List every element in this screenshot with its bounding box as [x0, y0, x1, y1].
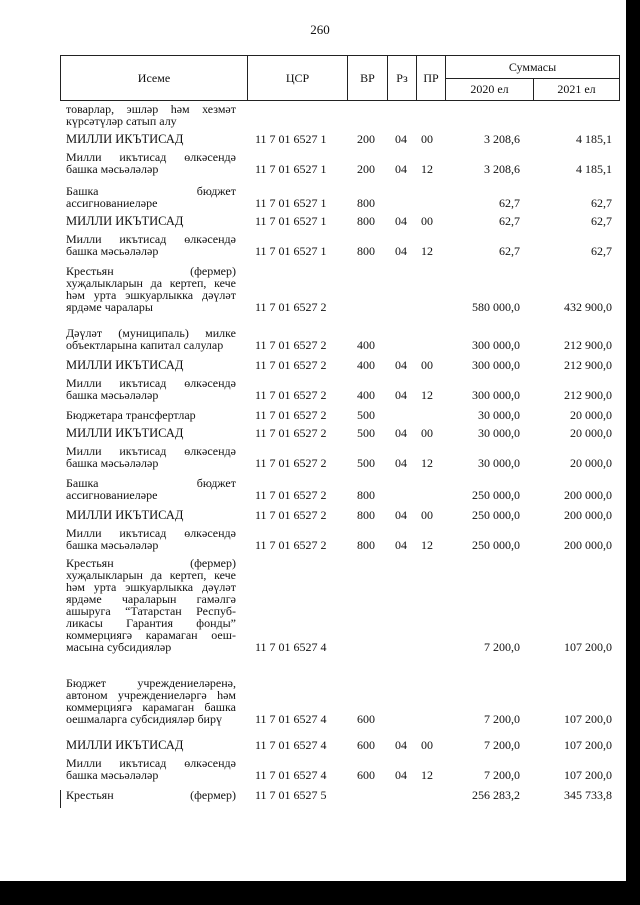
row-vr: 600: [357, 768, 375, 782]
row-csr: 11 7 01 6527 5: [255, 788, 327, 802]
row-vr: 400: [357, 358, 375, 372]
row-name-line: МИЛЛИ ИКЪТИСАД: [66, 132, 184, 146]
row-name: [66, 103, 236, 127]
row-sum-2021: 200 000,0: [564, 508, 612, 522]
table-row: [0, 739, 640, 751]
row-csr: 11 7 01 6527 2: [255, 426, 327, 440]
row-name: [66, 409, 236, 421]
row-sum-2021: 107 200,0: [564, 640, 612, 654]
header-vr: ВР: [347, 56, 387, 100]
row-sum-2021: 212 900,0: [564, 358, 612, 372]
row-vr: 800: [357, 244, 375, 258]
page-number: 260: [310, 22, 330, 37]
row-name-line: башка мәсьәләләр: [66, 162, 159, 176]
row-csr: 11 7 01 6527 1: [255, 196, 327, 210]
row-name-line: коммерциягә карамаган башка: [66, 700, 236, 714]
row-pr: 12: [421, 538, 433, 552]
row-vr: 200: [357, 132, 375, 146]
row-name-line: Милли икътисад өлкәсендә: [66, 150, 236, 164]
row-name-line: МИЛЛИ ИКЪТИСАД: [66, 358, 184, 372]
row-name-line: Милли икътисад өлкәсендә: [66, 232, 236, 246]
row-name-line: ликасы Гарантия фонды”: [66, 616, 236, 630]
row-name: [66, 445, 236, 469]
row-name-line: масына субсидияләр: [66, 640, 172, 654]
table-row: [0, 445, 640, 469]
row-name-line: коммерциягә карамаган оеш-: [66, 628, 236, 642]
row-rz: 04: [395, 738, 407, 752]
row-name-line: Дәүләт (муниципаль) милке: [66, 326, 236, 340]
row-name-line: Башка бюджет: [66, 184, 236, 198]
row-vr: 500: [357, 408, 375, 422]
row-sum-2021: 345 733,8: [564, 788, 612, 802]
row-sum-2021: 62,7: [591, 244, 612, 258]
row-sum-2020: 62,7: [499, 244, 520, 258]
row-csr: 11 7 01 6527 2: [255, 456, 327, 470]
scan-edge-bottom: [0, 881, 640, 905]
row-name: [66, 151, 236, 175]
row-csr: 11 7 01 6527 1: [255, 132, 327, 146]
row-sum-2021: 4 185,1: [576, 132, 612, 146]
row-sum-2021: 20 000,0: [570, 408, 612, 422]
row-sum-2021: 212 900,0: [564, 338, 612, 352]
row-name: [66, 509, 236, 521]
row-sum-2020: 7 200,0: [484, 738, 520, 752]
table-row: [0, 233, 640, 257]
row-name-line: товарлар, эшләр һәм хезмәт: [66, 102, 236, 116]
row-sum-2021: 20 000,0: [570, 456, 612, 470]
row-pr: 00: [421, 508, 433, 522]
row-name: [66, 677, 236, 725]
header-csr: ЦСР: [247, 56, 347, 100]
row-name-line: Милли икътисад өлкәсендә: [66, 376, 236, 390]
row-sum-2020: 30 000,0: [478, 456, 520, 470]
row-sum-2021: 200 000,0: [564, 538, 612, 552]
table-row: [0, 557, 640, 653]
header-sums: Суммасы: [445, 56, 619, 78]
row-name-line: башка мәсьәләләр: [66, 456, 159, 470]
row-name-line: хуҗалыкларын да кертеп, кече: [66, 276, 236, 290]
header-rz: Рз: [387, 56, 416, 100]
row-sum-2020: 7 200,0: [484, 640, 520, 654]
row-name: [66, 215, 236, 227]
row-sum-2021: 107 200,0: [564, 712, 612, 726]
row-name-line: Крестьян (фермер): [66, 264, 236, 278]
table-row: [0, 509, 640, 521]
row-name-line: Милли икътисад өлкәсендә: [66, 444, 236, 458]
header-year-2020: 2020 ел: [445, 78, 533, 100]
row-vr: 400: [357, 388, 375, 402]
row-csr: 11 7 01 6527 2: [255, 338, 327, 352]
row-csr: 11 7 01 6527 2: [255, 300, 327, 314]
row-rz: 04: [395, 508, 407, 522]
row-name-line: башка мәсьәләләр: [66, 244, 159, 258]
row-sum-2021: 4 185,1: [576, 162, 612, 176]
table-row: [0, 477, 640, 501]
row-pr: 00: [421, 214, 433, 228]
row-name-line: ашыруга “Татарстан Респуб-: [66, 604, 236, 618]
row-pr: 12: [421, 456, 433, 470]
row-sum-2020: 3 208,6: [484, 132, 520, 146]
row-sum-2020: 300 000,0: [472, 338, 520, 352]
row-name-line: хуҗалыкларын да кертеп, кече: [66, 568, 236, 582]
row-name-line: һәм урта эшкуарлыкка дәүләт: [66, 580, 236, 594]
row-sum-2020: 7 200,0: [484, 712, 520, 726]
row-rz: 04: [395, 388, 407, 402]
table-row: [0, 133, 640, 145]
row-vr: 200: [357, 162, 375, 176]
header-pr: ПР: [416, 56, 445, 100]
row-sum-2020: 256 283,2: [472, 788, 520, 802]
row-name: [66, 185, 236, 209]
row-name-line: МИЛЛИ ИКЪТИСАД: [66, 214, 184, 228]
row-pr: 12: [421, 244, 433, 258]
row-pr: 12: [421, 388, 433, 402]
table-row: [0, 527, 640, 551]
row-name-line: автоном учреждениеләргә һәм: [66, 688, 236, 702]
row-vr: 800: [357, 508, 375, 522]
row-csr: 11 7 01 6527 2: [255, 488, 327, 502]
row-vr: 800: [357, 538, 375, 552]
row-name: [66, 377, 236, 401]
row-sum-2021: 62,7: [591, 214, 612, 228]
row-sum-2020: 30 000,0: [478, 408, 520, 422]
table-row: [0, 427, 640, 439]
table-row: [0, 377, 640, 401]
row-name: [66, 359, 236, 371]
row-name-line: МИЛЛИ ИКЪТИСАД: [66, 738, 184, 752]
row-name-line: ярдәме чараларын гамәлгә: [66, 592, 236, 606]
row-sum-2020: 3 208,6: [484, 162, 520, 176]
row-sum-2021: 107 200,0: [564, 738, 612, 752]
row-name-line: оешмаларга субсидияләр бирү: [66, 712, 222, 726]
row-name: [66, 789, 236, 801]
row-rz: 04: [395, 768, 407, 782]
row-name-line: ярдәме чаралары: [66, 300, 153, 314]
row-rz: 04: [395, 456, 407, 470]
row-rz: 04: [395, 162, 407, 176]
row-sum-2020: 62,7: [499, 214, 520, 228]
row-sum-2020: 250 000,0: [472, 488, 520, 502]
row-sum-2021: 62,7: [591, 196, 612, 210]
row-name-line: объектларына капитал салулар: [66, 338, 224, 352]
row-name-line: башка мәсьәләләр: [66, 538, 159, 552]
row-csr: 11 7 01 6527 1: [255, 214, 327, 228]
row-name-line: башка мәсьәләләр: [66, 388, 159, 402]
row-name: [66, 133, 236, 145]
row-csr: 11 7 01 6527 1: [255, 244, 327, 258]
row-pr: 12: [421, 162, 433, 176]
row-pr: 00: [421, 738, 433, 752]
row-csr: 11 7 01 6527 1: [255, 162, 327, 176]
row-vr: 500: [357, 426, 375, 440]
row-vr: 500: [357, 456, 375, 470]
table-row: [0, 757, 640, 781]
table-left-border: [60, 790, 61, 808]
row-pr: 00: [421, 358, 433, 372]
row-vr: 800: [357, 196, 375, 210]
row-pr: 00: [421, 426, 433, 440]
row-csr: 11 7 01 6527 2: [255, 508, 327, 522]
row-name: [66, 233, 236, 257]
row-sum-2020: 62,7: [499, 196, 520, 210]
row-name: [66, 557, 236, 653]
table-row: [0, 265, 640, 313]
row-name: [66, 757, 236, 781]
row-sum-2020: 250 000,0: [472, 538, 520, 552]
table-row: [0, 185, 640, 209]
table-row: [0, 151, 640, 175]
row-vr: 600: [357, 712, 375, 726]
row-csr: 11 7 01 6527 2: [255, 388, 327, 402]
row-vr: 800: [357, 488, 375, 502]
table-row: [0, 789, 640, 801]
table-row: [0, 409, 640, 421]
row-csr: 11 7 01 6527 2: [255, 358, 327, 372]
row-name-line: күрсәтүләр сатып алу: [66, 114, 177, 128]
row-name: [66, 527, 236, 551]
row-vr: 400: [357, 338, 375, 352]
row-vr: 600: [357, 738, 375, 752]
row-sum-2021: 20 000,0: [570, 426, 612, 440]
row-sum-2020: 7 200,0: [484, 768, 520, 782]
row-name-line: ассигнованиеләре: [66, 488, 158, 502]
row-rz: 04: [395, 358, 407, 372]
row-sum-2020: 300 000,0: [472, 388, 520, 402]
row-name-line: Милли икътисад өлкәсендә: [66, 756, 236, 770]
row-pr: 00: [421, 132, 433, 146]
row-sum-2020: 250 000,0: [472, 508, 520, 522]
table-row: [0, 327, 640, 351]
row-csr: 11 7 01 6527 4: [255, 738, 327, 752]
row-sum-2021: 107 200,0: [564, 768, 612, 782]
row-name: [66, 427, 236, 439]
row-sum-2020: 30 000,0: [478, 426, 520, 440]
row-sum-2020: 580 000,0: [472, 300, 520, 314]
row-name: [66, 265, 236, 313]
row-csr: 11 7 01 6527 4: [255, 768, 327, 782]
row-sum-2020: 300 000,0: [472, 358, 520, 372]
row-sum-2021: 432 900,0: [564, 300, 612, 314]
header-year-2021: 2021 ел: [533, 78, 619, 100]
row-rz: 04: [395, 426, 407, 440]
row-name-line: Башка бюджет: [66, 476, 236, 490]
table-header: [60, 55, 620, 101]
row-rz: 04: [395, 244, 407, 258]
row-csr: 11 7 01 6527 2: [255, 408, 327, 422]
row-csr: 11 7 01 6527 2: [255, 538, 327, 552]
row-csr: 11 7 01 6527 4: [255, 712, 327, 726]
table-row: [0, 103, 640, 127]
row-name-line: Бюджет учреждениеләренә,: [66, 676, 236, 690]
row-rz: 04: [395, 214, 407, 228]
row-sum-2021: 200 000,0: [564, 488, 612, 502]
row-rz: 04: [395, 538, 407, 552]
row-sum-2021: 212 900,0: [564, 388, 612, 402]
table-row: [0, 359, 640, 371]
row-name-line: ассигнованиеләре: [66, 196, 158, 210]
row-csr: 11 7 01 6527 4: [255, 640, 327, 654]
row-vr: 800: [357, 214, 375, 228]
row-name-line: МИЛЛИ ИКЪТИСАД: [66, 508, 184, 522]
row-name-line: Крестьян (фермер): [66, 556, 236, 570]
row-pr: 12: [421, 768, 433, 782]
header-name: Исеме: [137, 70, 171, 85]
row-name: [66, 327, 236, 351]
row-name-line: Милли икътисад өлкәсендә: [66, 526, 236, 540]
row-name: [66, 477, 236, 501]
row-name-line: башка мәсьәләләр: [66, 768, 159, 782]
row-name-line: Бюджетара трансфертлар: [66, 408, 196, 422]
row-rz: 04: [395, 132, 407, 146]
row-name-line: Крестьян (фермер): [66, 788, 236, 802]
table-row: [0, 677, 640, 725]
row-name-line: һәм урта эшкуарлыкка дәүләт: [66, 288, 236, 302]
row-name-line: МИЛЛИ ИКЪТИСАД: [66, 426, 184, 440]
table-row: [0, 215, 640, 227]
row-name: [66, 739, 236, 751]
